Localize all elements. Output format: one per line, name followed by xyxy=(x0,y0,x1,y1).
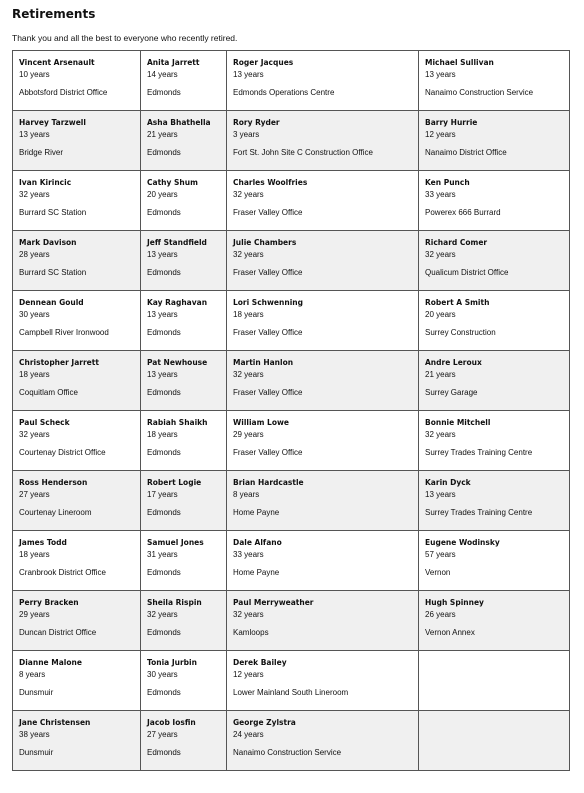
retiree-location: Nanaimo District Office xyxy=(425,148,507,157)
retiree-cell xyxy=(419,711,570,771)
retiree-location: Edmonds xyxy=(147,388,181,397)
retiree-cell xyxy=(419,531,570,591)
retiree-years: 26 years xyxy=(425,610,456,619)
retiree-cell xyxy=(227,171,419,231)
retiree-cell xyxy=(227,231,419,291)
retiree-years: 30 years xyxy=(147,670,178,679)
retiree-cell xyxy=(227,591,419,651)
retiree-location: Dunsmuir xyxy=(19,688,54,697)
retiree-cell xyxy=(141,51,227,111)
retiree-location: Courtenay District Office xyxy=(19,448,106,457)
retiree-years: 32 years xyxy=(233,250,264,259)
retiree-years: 17 years xyxy=(147,490,178,499)
retirements-table xyxy=(12,50,570,771)
retiree-years: 32 years xyxy=(233,370,264,379)
retiree-cell xyxy=(141,471,227,531)
retiree-cell xyxy=(141,411,227,471)
retiree-years: 21 years xyxy=(425,370,456,379)
table-row xyxy=(13,591,570,651)
retiree-cell xyxy=(141,531,227,591)
retiree-name: Eugene Wodinsky xyxy=(425,538,500,547)
retiree-cell xyxy=(13,471,141,531)
retiree-location: Burrard SC Station xyxy=(19,208,87,217)
retiree-cell xyxy=(141,351,227,411)
retiree-years: 30 years xyxy=(19,310,50,319)
retiree-name: Derek Bailey xyxy=(233,658,287,667)
retiree-name: Paul Merryweather xyxy=(233,598,314,607)
retiree-location: Nanaimo Construction Service xyxy=(233,748,342,757)
retiree-years: 13 years xyxy=(425,490,456,499)
retiree-location: Duncan District Office xyxy=(19,628,97,637)
retiree-years: 10 years xyxy=(19,70,50,79)
retiree-name: Jeff Standfield xyxy=(147,238,207,247)
retiree-location: Coquitlam Office xyxy=(19,388,78,397)
retiree-location: Edmonds xyxy=(147,568,181,577)
retiree-location: Edmonds xyxy=(147,148,181,157)
retiree-years: 32 years xyxy=(147,610,178,619)
retiree-years: 18 years xyxy=(19,370,50,379)
retiree-name: Charles Woolfries xyxy=(233,178,308,187)
retiree-location: Edmonds xyxy=(147,208,181,217)
retiree-cell xyxy=(227,531,419,591)
retiree-location: Powerex 666 Burrard xyxy=(425,208,501,217)
table-row xyxy=(13,291,570,351)
retiree-name: Robert Logie xyxy=(147,478,202,487)
retiree-name: Hugh Spinney xyxy=(425,598,484,607)
retiree-years: 12 years xyxy=(425,130,456,139)
retiree-years: 18 years xyxy=(19,550,50,559)
retiree-cell xyxy=(419,171,570,231)
retiree-name: Jane Christensen xyxy=(19,718,91,727)
retiree-cell xyxy=(141,591,227,651)
retiree-name: Karin Dyck xyxy=(425,478,471,487)
retiree-years: 32 years xyxy=(19,190,50,199)
retiree-name: Dennean Gould xyxy=(19,298,84,307)
retiree-location: Home Payne xyxy=(233,568,280,577)
retiree-cell xyxy=(419,291,570,351)
retiree-years: 8 years xyxy=(233,490,260,499)
retiree-cell xyxy=(141,651,227,711)
retiree-location: Surrey Construction xyxy=(425,328,496,337)
retiree-location: Edmonds xyxy=(147,748,181,757)
retiree-location: Fraser Valley Office xyxy=(233,328,303,337)
retiree-years: 38 years xyxy=(19,730,50,739)
retiree-years: 13 years xyxy=(147,250,178,259)
table-row xyxy=(13,111,570,171)
retiree-years: 13 years xyxy=(233,70,264,79)
retiree-name: Pat Newhouse xyxy=(147,358,208,367)
retiree-name: Ivan Kirincic xyxy=(19,178,72,187)
retiree-years: 32 years xyxy=(233,610,264,619)
retiree-cell xyxy=(419,231,570,291)
retiree-cell xyxy=(141,711,227,771)
retiree-location: Edmonds xyxy=(147,508,181,517)
retiree-name: James Todd xyxy=(19,538,67,547)
retiree-cell xyxy=(13,711,141,771)
retiree-cell xyxy=(13,411,141,471)
table-row xyxy=(13,231,570,291)
retiree-name: Vincent Arsenault xyxy=(19,58,95,67)
retiree-cell xyxy=(419,471,570,531)
table-row xyxy=(13,351,570,411)
retiree-cell xyxy=(141,291,227,351)
retiree-years: 24 years xyxy=(233,730,264,739)
retiree-name: Ken Punch xyxy=(425,178,470,187)
retiree-cell xyxy=(227,51,419,111)
retiree-cell xyxy=(227,411,419,471)
retiree-location: Surrey Trades Training Centre xyxy=(425,448,533,457)
retiree-name: Ross Henderson xyxy=(19,478,88,487)
retiree-location: Qualicum District Office xyxy=(425,268,509,277)
retiree-cell xyxy=(227,471,419,531)
retiree-name: Barry Hurrie xyxy=(425,118,478,127)
retiree-location: Fraser Valley Office xyxy=(233,208,303,217)
retiree-years: 33 years xyxy=(233,550,264,559)
retiree-years: 27 years xyxy=(19,490,50,499)
retiree-name: Brian Hardcastle xyxy=(233,478,304,487)
retiree-years: 33 years xyxy=(425,190,456,199)
table-row xyxy=(13,171,570,231)
retiree-years: 57 years xyxy=(425,550,456,559)
retiree-name: William Lowe xyxy=(233,418,289,427)
retiree-name: Andre Leroux xyxy=(425,358,482,367)
retiree-years: 13 years xyxy=(147,370,178,379)
retiree-location: Bridge River xyxy=(19,148,64,157)
retiree-years: 29 years xyxy=(233,430,264,439)
retiree-years: 28 years xyxy=(19,250,50,259)
retiree-cell xyxy=(227,711,419,771)
retiree-location: Vernon xyxy=(425,568,451,577)
retiree-name: Anita Jarrett xyxy=(147,58,200,67)
retiree-years: 31 years xyxy=(147,550,178,559)
retiree-cell xyxy=(141,111,227,171)
retiree-cell xyxy=(419,111,570,171)
retiree-location: Fort St. John Site C Construction Office xyxy=(233,148,373,157)
retiree-years: 14 years xyxy=(147,70,178,79)
retiree-years: 13 years xyxy=(425,70,456,79)
retiree-location: Surrey Garage xyxy=(425,388,478,397)
retiree-name: Samuel Jones xyxy=(147,538,204,547)
retiree-cell xyxy=(13,351,141,411)
intro-text: Thank you and all the best to everyone who recently retired. xyxy=(12,33,238,43)
retiree-years: 18 years xyxy=(147,430,178,439)
retiree-years: 32 years xyxy=(19,430,50,439)
retiree-location: Courtenay Lineroom xyxy=(19,508,92,517)
retiree-cell xyxy=(13,231,141,291)
retiree-location: Lower Mainland South Lineroom xyxy=(233,688,349,697)
retiree-cell xyxy=(419,411,570,471)
retiree-name: Michael Sullivan xyxy=(425,58,494,67)
retiree-name: Dianne Malone xyxy=(19,658,82,667)
retiree-location: Kamloops xyxy=(233,628,269,637)
retiree-location: Home Payne xyxy=(233,508,280,517)
retiree-years: 32 years xyxy=(233,190,264,199)
retiree-cell xyxy=(141,231,227,291)
retiree-name: Perry Bracken xyxy=(19,598,79,607)
retiree-location: Nanaimo Construction Service xyxy=(425,88,534,97)
table-row xyxy=(13,531,570,591)
retiree-name: Kay Raghavan xyxy=(147,298,208,307)
retiree-years: 3 years xyxy=(233,130,260,139)
retiree-cell xyxy=(227,111,419,171)
retiree-cell xyxy=(419,651,570,711)
table-row xyxy=(13,651,570,711)
retiree-location: Cranbrook District Office xyxy=(19,568,106,577)
retiree-location: Dunsmuir xyxy=(19,748,54,757)
retiree-location: Abbotsford District Office xyxy=(19,88,108,97)
retiree-name: Cathy Shum xyxy=(147,178,198,187)
retiree-cell xyxy=(419,51,570,111)
retiree-name: Mark Davison xyxy=(19,238,77,247)
retiree-location: Edmonds xyxy=(147,328,181,337)
retiree-years: 20 years xyxy=(425,310,456,319)
retiree-name: Robert A Smith xyxy=(425,298,490,307)
retiree-location: Fraser Valley Office xyxy=(233,388,303,397)
retiree-years: 18 years xyxy=(233,310,264,319)
retiree-location: Edmonds Operations Centre xyxy=(233,88,335,97)
retiree-cell xyxy=(227,351,419,411)
retiree-cell xyxy=(13,171,141,231)
retiree-name: Paul Scheck xyxy=(19,418,70,427)
retiree-years: 32 years xyxy=(425,250,456,259)
retiree-years: 20 years xyxy=(147,190,178,199)
retiree-cell xyxy=(419,591,570,651)
retiree-name: Richard Comer xyxy=(425,238,488,247)
retiree-name: Tonia Jurbin xyxy=(147,658,197,667)
retiree-cell xyxy=(13,51,141,111)
retiree-name: Sheila Rispin xyxy=(147,598,202,607)
retiree-location: Burrard SC Station xyxy=(19,268,87,277)
retiree-location: Surrey Trades Training Centre xyxy=(425,508,533,517)
retiree-location: Edmonds xyxy=(147,268,181,277)
retiree-years: 27 years xyxy=(147,730,178,739)
retiree-cell xyxy=(13,591,141,651)
retiree-years: 12 years xyxy=(233,670,264,679)
retiree-name: Dale Alfano xyxy=(233,538,282,547)
retiree-years: 13 years xyxy=(147,310,178,319)
retiree-name: Rabiah Shaikh xyxy=(147,418,208,427)
retiree-name: Bonnie Mitchell xyxy=(425,418,491,427)
retiree-name: Lori Schwenning xyxy=(233,298,303,307)
retiree-location: Vernon Annex xyxy=(425,628,475,637)
retiree-cell xyxy=(227,291,419,351)
retiree-location: Campbell River Ironwood xyxy=(19,328,109,337)
retiree-years: 32 years xyxy=(425,430,456,439)
retiree-location: Edmonds xyxy=(147,88,181,97)
retiree-cell xyxy=(13,651,141,711)
retiree-cell xyxy=(419,351,570,411)
retiree-cell xyxy=(13,531,141,591)
retiree-name: George Zylstra xyxy=(233,718,296,727)
retiree-name: Asha Bhathella xyxy=(147,118,211,127)
retiree-cell xyxy=(13,111,141,171)
retiree-name: Harvey Tarzwell xyxy=(19,118,86,127)
retiree-location: Fraser Valley Office xyxy=(233,268,303,277)
retiree-location: Edmonds xyxy=(147,448,181,457)
retiree-location: Fraser Valley Office xyxy=(233,448,303,457)
table-row xyxy=(13,411,570,471)
retiree-years: 8 years xyxy=(19,670,46,679)
retiree-location: Edmonds xyxy=(147,628,181,637)
table-row xyxy=(13,711,570,771)
retiree-name: Christopher Jarrett xyxy=(19,358,99,367)
table-row xyxy=(13,51,570,111)
page-title: Retirements xyxy=(12,7,96,21)
table-row xyxy=(13,471,570,531)
retiree-name: Martin Hanlon xyxy=(233,358,294,367)
retiree-location: Edmonds xyxy=(147,688,181,697)
retiree-name: Jacob Iosfin xyxy=(147,718,196,727)
retiree-name: Rory Ryder xyxy=(233,118,280,127)
retiree-years: 13 years xyxy=(19,130,50,139)
retiree-cell xyxy=(13,291,141,351)
retiree-cell xyxy=(141,171,227,231)
retiree-cell xyxy=(227,651,419,711)
retiree-years: 21 years xyxy=(147,130,178,139)
retiree-name: Julie Chambers xyxy=(233,238,297,247)
retiree-name: Roger Jacques xyxy=(233,58,294,67)
retiree-years: 29 years xyxy=(19,610,50,619)
